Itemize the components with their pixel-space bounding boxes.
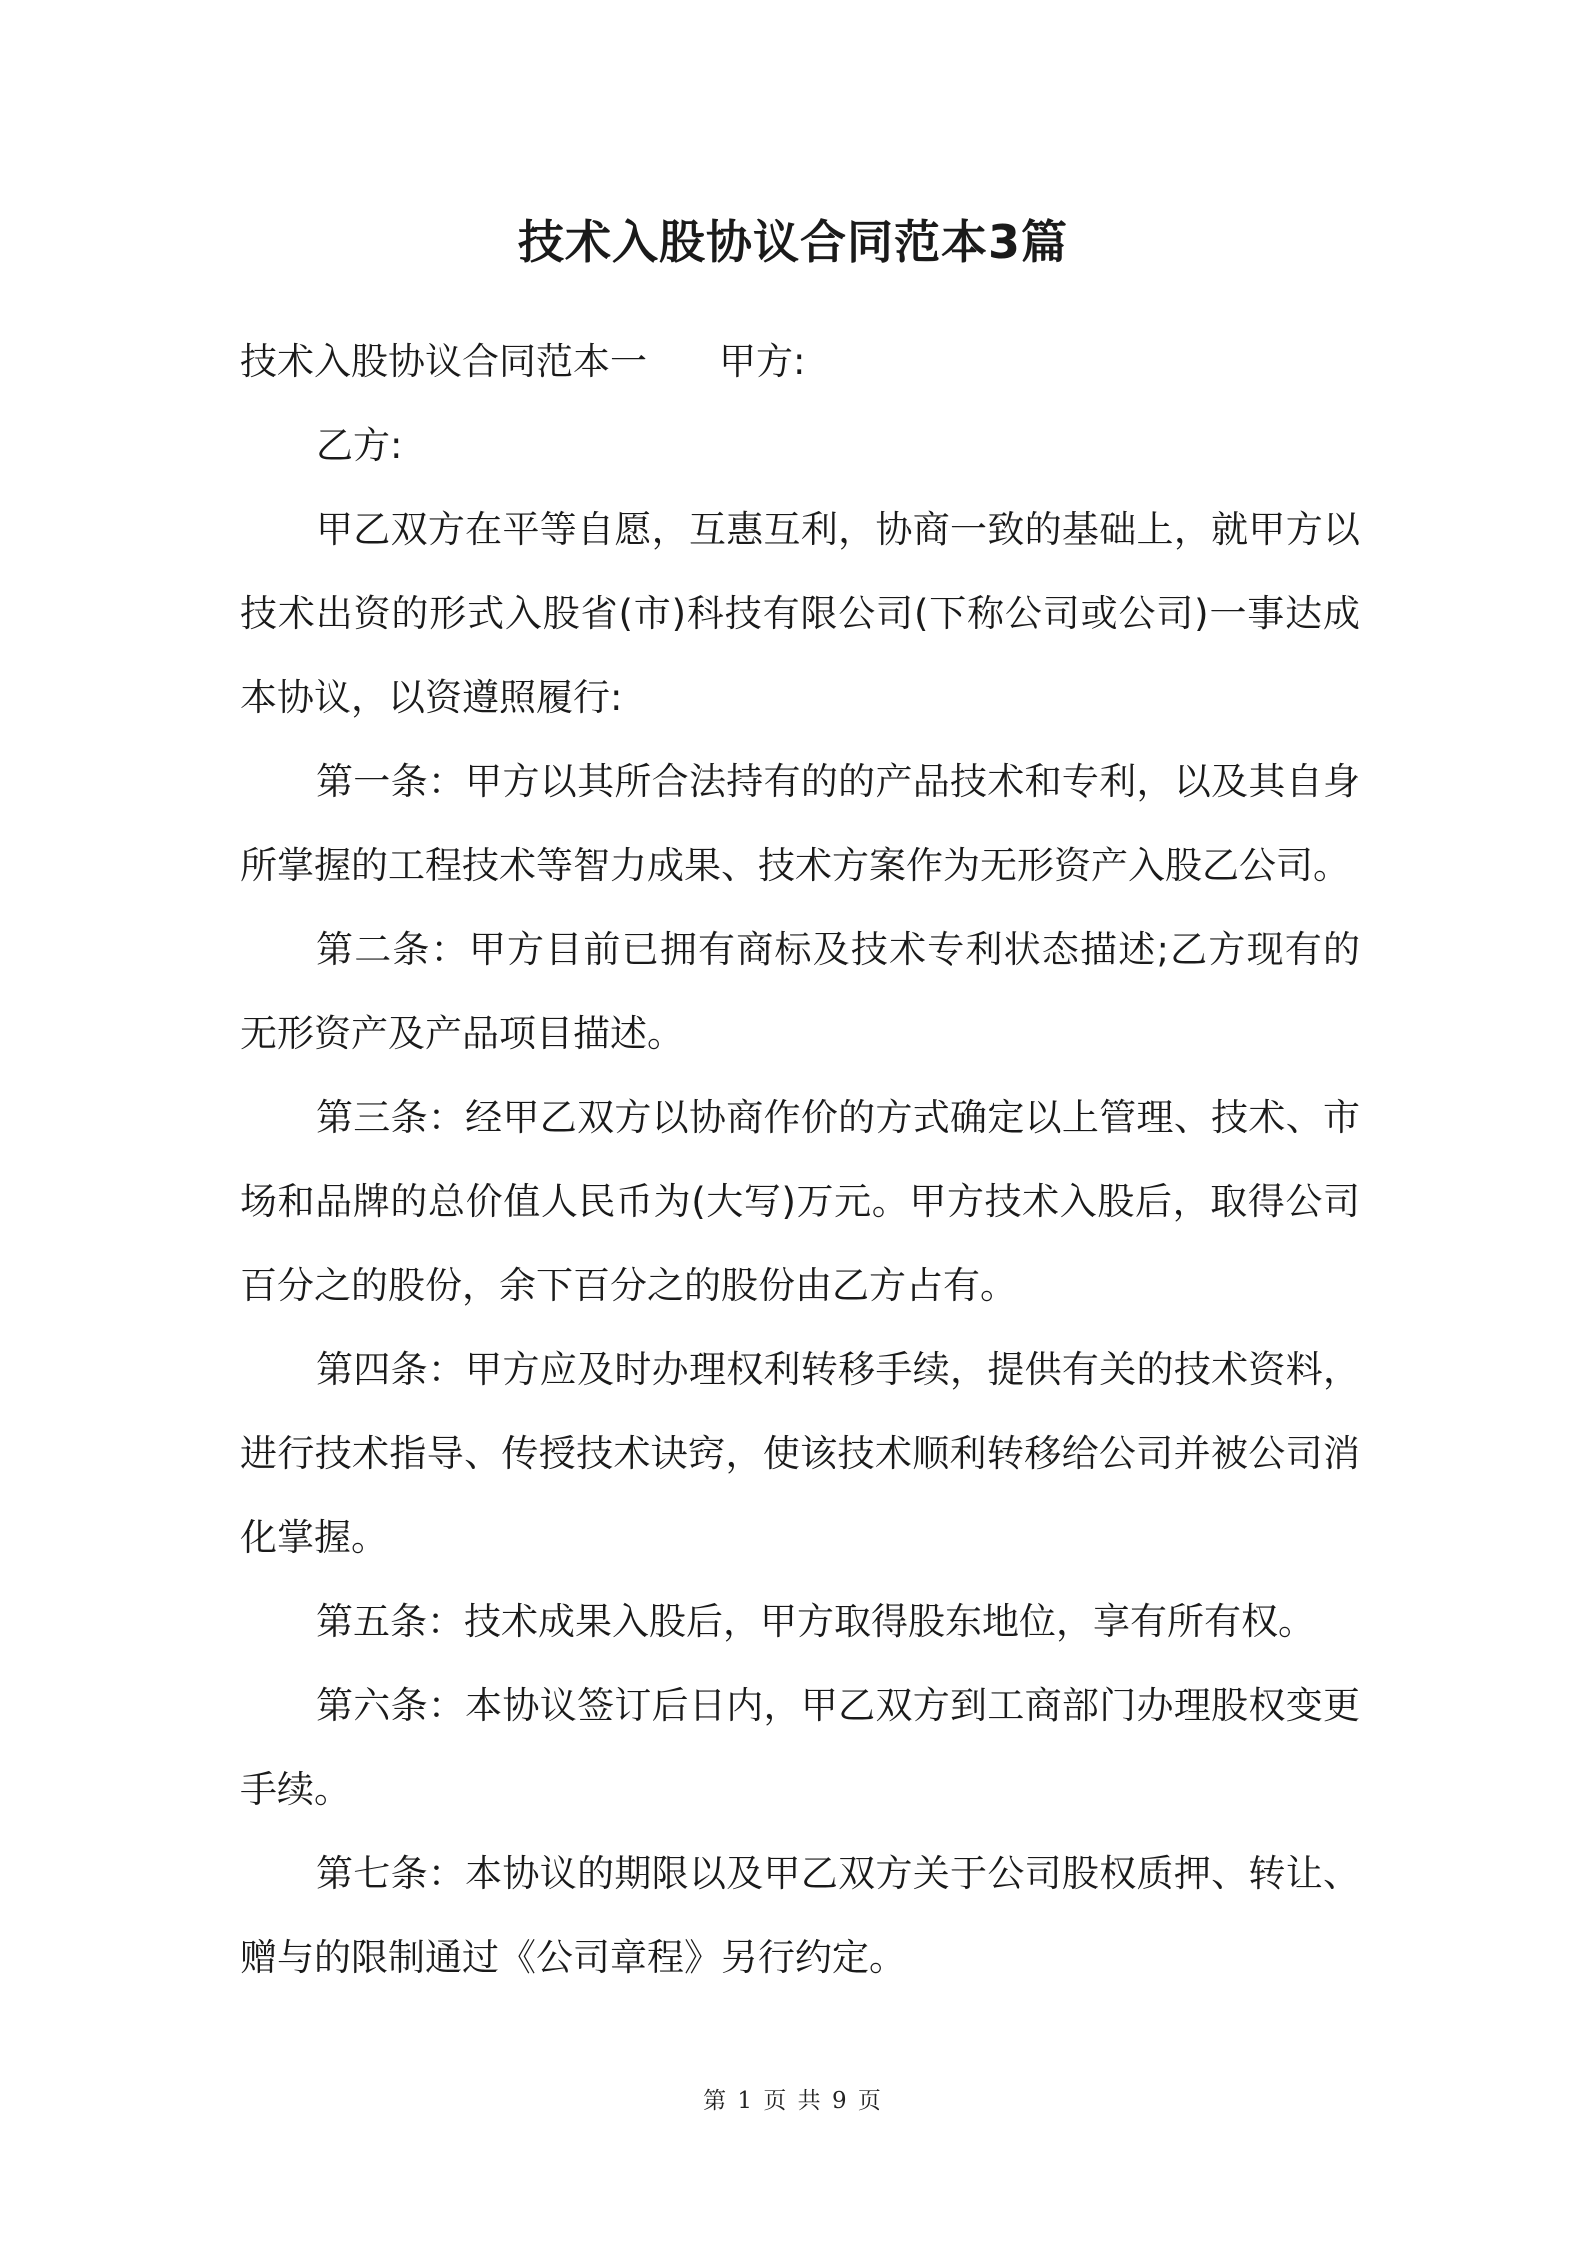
- intro-line: [240, 320, 1360, 404]
- article-1: 第一条：甲方以其所合法持有的的产品技术和专利，以及其自身所掌握的工程技术等智力成果、技术方案作为无形资产入股乙公司。: [240, 760, 1360, 887]
- document-body: [240, 320, 1360, 2000]
- paragraph-preamble: 甲乙双方在平等自愿，互惠互利，协商一致的基础上，就甲方以技术出资的形式入股省(市)科技有限公司(下称公司或公司)一事达成本协议，以资遵照履行:: [240, 508, 1360, 719]
- article-2: 第二条：甲方目前已拥有商标及技术专利状态描述;乙方现有的无形资产及产品项目描述。: [240, 928, 1360, 1055]
- article-7: 第七条：本协议的期限以及甲乙双方关于公司股权质押、转让、赠与的限制通过《公司章程》另行约定。: [240, 1852, 1360, 1979]
- party-a-label: 甲方:: [719, 340, 806, 383]
- contract-heading: 技术入股协议合同范本一: [240, 340, 647, 383]
- page-number-footer: 第 1 页 共 9 页: [703, 2088, 883, 2114]
- document-title: 技术入股协议合同范本3篇: [517, 215, 1068, 269]
- article-4: 第四条：甲方应及时办理权利转移手续，提供有关的技术资料，进行技术指导、传授技术诀窍，使该技术顺利转移给公司并被公司消化掌握。: [240, 1348, 1360, 1559]
- article-5: 第五条：技术成果入股后，甲方取得股东地位，享有所有权。: [316, 1600, 1315, 1643]
- article-6: 第六条：本协议签订后日内，甲乙双方到工商部门办理股权变更手续。: [240, 1684, 1360, 1811]
- article-3: 第三条：经甲乙双方以协商作价的方式确定以上管理、技术、市场和品牌的总价值人民币为(大写)万元。甲方技术入股后，取得公司百分之的股份，余下百分之的股份由乙方占有。: [240, 1096, 1360, 1307]
- party-b-label: 乙方:: [316, 424, 403, 467]
